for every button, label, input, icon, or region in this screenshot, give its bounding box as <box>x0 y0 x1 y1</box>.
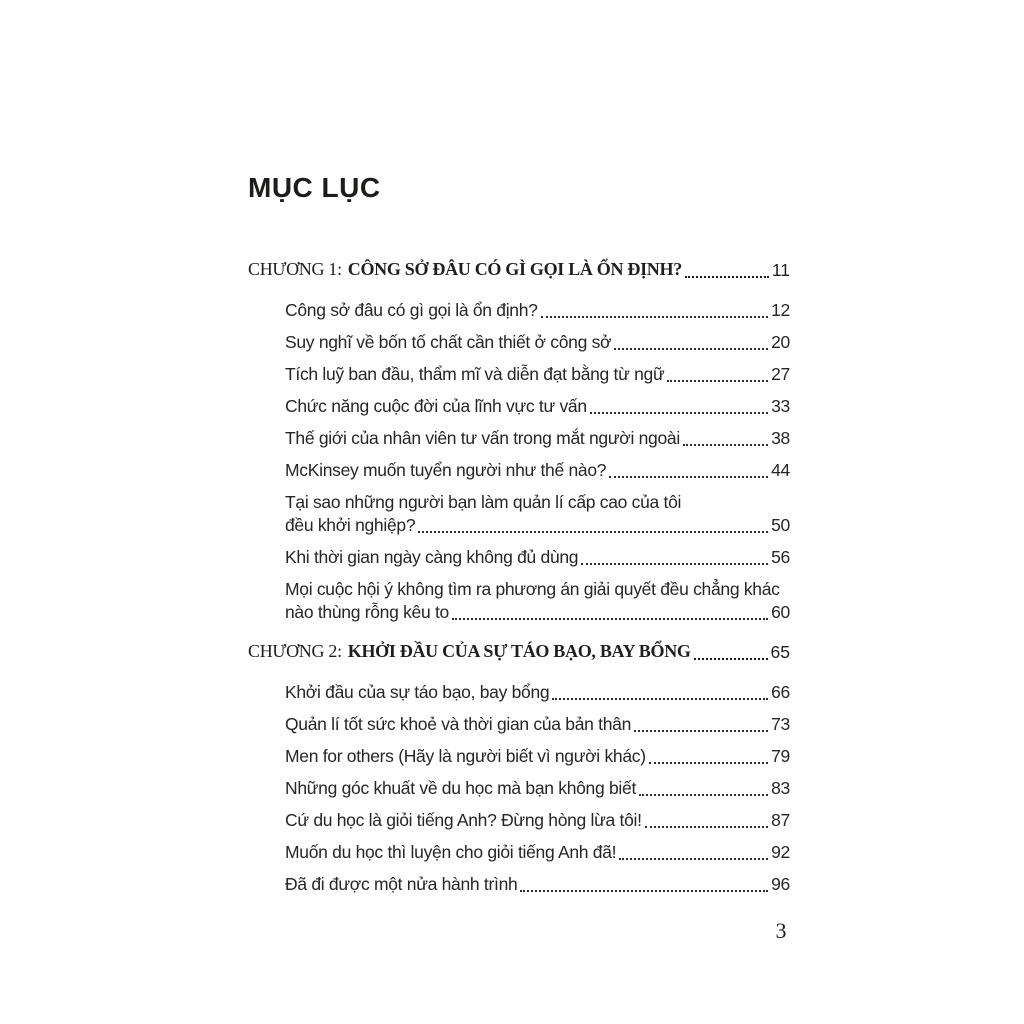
toc-entry-row <box>285 713 790 736</box>
toc-entry-page: 83 <box>771 778 790 798</box>
chapter-title: KHỞI ĐẦU CỦA SỰ TÁO BẠO, BAY BỔNG <box>347 641 691 661</box>
toc-entry-label: Khởi đầu của sự táo bạo, bay bổng <box>285 682 550 702</box>
toc-entry <box>285 681 790 704</box>
chapter-heading <box>248 638 790 665</box>
toc-entry-row <box>285 745 790 768</box>
toc-entry-row <box>285 841 790 864</box>
page-title: MỤC LỤC <box>248 171 381 203</box>
chapter-prefix: CHƯƠNG 1: <box>248 259 342 279</box>
toc-entry <box>285 745 790 768</box>
dot-leader <box>418 531 768 533</box>
chapter-title: CÔNG SỞ ĐÂU CÓ GÌ GỌI LÀ ỔN ĐỊNH? <box>347 259 682 279</box>
dot-leader <box>667 380 768 382</box>
toc-entry-page: 66 <box>771 682 790 702</box>
toc-entry-label: Men for others (Hãy là người biết vì người khác) <box>285 746 646 766</box>
toc-entry-page: 38 <box>771 428 790 448</box>
toc-entry-label: Công sở đâu có gì gọi là ổn định? <box>285 300 538 320</box>
toc-entry-row <box>285 363 790 386</box>
toc-entry-page: 96 <box>771 874 790 894</box>
toc-entry-label: Những góc khuất về du học mà bạn không biết <box>285 778 637 798</box>
dot-leader <box>685 276 769 278</box>
toc-entry-label: Muốn du học thì luyện cho giỏi tiếng Anh đã! <box>285 842 617 862</box>
toc-entry <box>285 777 790 800</box>
toc-entry <box>285 331 790 354</box>
toc-entry <box>285 299 790 322</box>
toc-entry <box>285 427 790 450</box>
toc-entry <box>285 546 790 569</box>
toc-entry <box>285 578 790 624</box>
toc-entry-label-line1: Tại sao những người bạn làm quản lí cấp cao của tôi <box>285 492 682 512</box>
dot-leader <box>649 762 768 764</box>
toc-entry <box>285 459 790 482</box>
toc-entry <box>285 363 790 386</box>
dot-leader <box>639 794 768 796</box>
dot-leader <box>619 858 768 860</box>
toc-entry-row <box>285 299 790 322</box>
chapter-heading <box>248 256 790 283</box>
toc-entry-page: 56 <box>771 547 790 567</box>
toc-entry-row <box>285 873 790 896</box>
toc-entry-page: 50 <box>771 515 790 535</box>
chapter-page-number: 65 <box>770 642 790 662</box>
toc-entry-label: Chức năng cuộc đời của lĩnh vực tư vấn <box>285 396 587 416</box>
toc-entry-row <box>285 427 790 450</box>
toc-entry-label-line2: đều khởi nghiệp? <box>285 515 416 535</box>
toc-entry-row <box>285 777 790 800</box>
dot-leader <box>634 730 768 732</box>
toc-entry <box>285 873 790 896</box>
dot-leader <box>541 316 769 318</box>
dot-leader <box>609 476 768 478</box>
toc-entry-label: Thế giới của nhân viên tư vấn trong mắt người ngoài <box>285 428 680 448</box>
toc-entry-label: Đã đi được một nửa hành trình <box>285 874 518 894</box>
chapter-page-number: 11 <box>771 260 790 280</box>
toc-entry-page: 27 <box>771 364 790 384</box>
toc-entry-label-line2: nào thùng rỗng kêu to <box>285 602 449 622</box>
dot-leader <box>614 348 768 350</box>
toc-entry-row <box>285 546 790 569</box>
toc-entry <box>285 491 790 537</box>
toc-entry-page: 79 <box>771 746 790 766</box>
toc-entry-label-line1: Mọi cuộc hội ý không tìm ra phương án giải quyết đều chẳng khác <box>285 579 780 599</box>
chapter-prefix: CHƯƠNG 2: <box>248 641 342 661</box>
toc-entry-page: 44 <box>771 460 790 480</box>
dot-leader <box>581 563 768 565</box>
toc-entry-page: 20 <box>771 332 790 352</box>
dot-leader <box>590 412 768 414</box>
dot-leader <box>552 698 768 700</box>
toc-entry-label: McKinsey muốn tuyển người như thế nào? <box>285 460 607 480</box>
toc-entry-row <box>285 601 790 624</box>
dot-leader <box>683 444 768 446</box>
toc-entry-row <box>285 514 790 537</box>
toc-entry-label: Quản lí tốt sức khoẻ và thời gian của bản thân <box>285 714 632 734</box>
folio-page-number: 3 <box>775 918 787 943</box>
toc-entry-row <box>285 331 790 354</box>
table-of-contents <box>248 256 790 905</box>
toc-entry-page: 33 <box>771 396 790 416</box>
toc-entry <box>285 809 790 832</box>
toc-entry-label: Tích luỹ ban đầu, thẩm mĩ và diễn đạt bằng từ ngữ <box>285 364 665 384</box>
toc-entry-label: Cứ du học là giỏi tiếng Anh? Đừng hòng lừa tôi! <box>285 810 642 830</box>
toc-entry-page: 12 <box>771 300 790 320</box>
toc-entry-label: Suy nghĩ về bốn tố chất cần thiết ở công sở <box>285 332 612 352</box>
dot-leader <box>452 618 768 620</box>
toc-entry <box>285 713 790 736</box>
toc-entry <box>285 395 790 418</box>
toc-entry-page: 92 <box>771 842 790 862</box>
dot-leader <box>694 658 768 660</box>
toc-entry-page: 87 <box>771 810 790 830</box>
dot-leader <box>520 890 768 892</box>
toc-entry <box>285 841 790 864</box>
toc-entry-row <box>285 459 790 482</box>
toc-entry-label: Khi thời gian ngày càng không đủ dùng <box>285 547 579 567</box>
toc-entry-page: 60 <box>771 602 790 622</box>
dot-leader <box>645 826 768 828</box>
toc-entry-row <box>285 681 790 704</box>
toc-entry-row <box>285 395 790 418</box>
toc-entry-row <box>285 809 790 832</box>
toc-entry-page: 73 <box>771 714 790 734</box>
